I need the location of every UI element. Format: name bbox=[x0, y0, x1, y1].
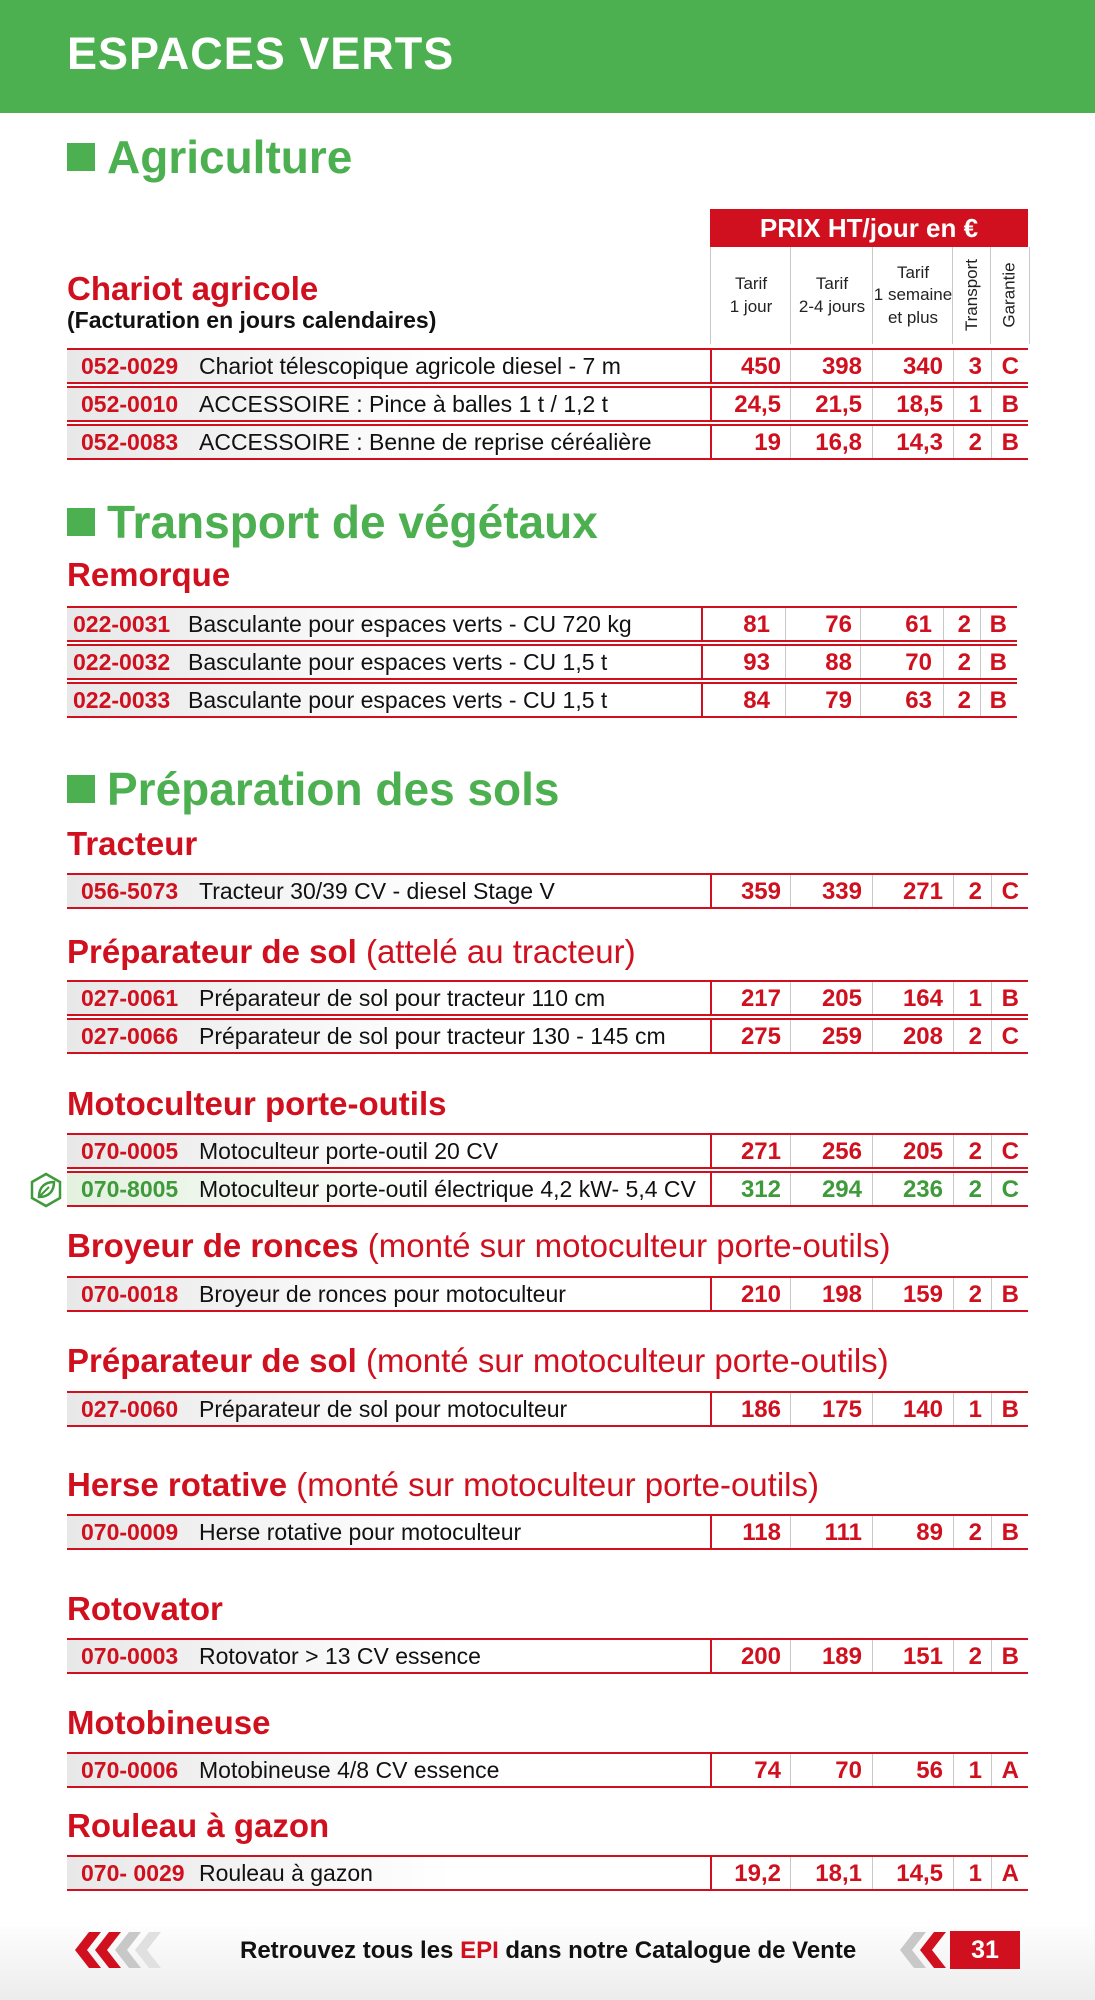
column-separator bbox=[790, 1278, 791, 1310]
column-separator bbox=[701, 646, 703, 678]
item-description: Motoculteur porte-outil 20 CV bbox=[199, 1138, 499, 1164]
column-separator bbox=[860, 608, 861, 640]
item-description: ACCESSOIRE : Benne de reprise céréalière bbox=[199, 429, 652, 455]
price-p3: 70 bbox=[905, 649, 932, 676]
category-motoculteur: Motoculteur porte-outils bbox=[67, 1085, 447, 1122]
item-description: ACCESSOIRE : Pince à balles 1 t / 1,2 t bbox=[199, 391, 609, 417]
column-separator bbox=[872, 426, 873, 458]
item-description: Préparateur de sol pour motoculteur bbox=[199, 1396, 568, 1422]
column-separator bbox=[710, 1173, 712, 1205]
column-separator bbox=[790, 388, 791, 420]
price-p2: 205 bbox=[821, 985, 862, 1012]
column-separator bbox=[991, 1278, 992, 1310]
item-description: Préparateur de sol pour tracteur 110 cm bbox=[199, 985, 606, 1011]
column-separator bbox=[953, 1393, 954, 1425]
column-separator bbox=[953, 1135, 954, 1167]
price-p3: 151 bbox=[902, 1643, 943, 1670]
col-header-2-4days: Tarif 2-4 jours bbox=[790, 247, 873, 344]
price-t: 1 bbox=[968, 1757, 982, 1784]
square-bullet-icon bbox=[67, 143, 95, 171]
price-p1: 118 bbox=[742, 1519, 781, 1546]
column-separator bbox=[872, 388, 873, 420]
price-p1: 200 bbox=[740, 1643, 781, 1670]
column-separator bbox=[991, 1516, 992, 1548]
column-separator bbox=[991, 875, 992, 907]
column-separator bbox=[785, 684, 786, 716]
price-g: A bbox=[1001, 1757, 1019, 1784]
col-header-garantie: Garantie bbox=[990, 247, 1030, 344]
column-separator bbox=[860, 646, 861, 678]
price-p1: 84 bbox=[743, 687, 770, 714]
table-row bbox=[67, 424, 1028, 460]
table-row bbox=[67, 1514, 1028, 1550]
table-row bbox=[67, 1752, 1028, 1788]
table-row bbox=[67, 1133, 1028, 1169]
price-g: B bbox=[1001, 391, 1019, 418]
item-description: Basculante pour espaces verts - CU 1,5 t bbox=[188, 687, 608, 713]
price-g: B bbox=[1001, 1396, 1019, 1423]
price-t: 2 bbox=[968, 1138, 982, 1165]
price-g: B bbox=[989, 649, 1007, 676]
column-separator bbox=[991, 1640, 992, 1672]
price-t: 1 bbox=[968, 391, 982, 418]
column-separator bbox=[943, 646, 944, 678]
column-separator bbox=[980, 684, 981, 716]
price-t: 2 bbox=[957, 649, 971, 676]
price-p1: 359 bbox=[740, 878, 781, 905]
price-g: B bbox=[989, 611, 1007, 638]
item-ref: 022-0032 bbox=[73, 649, 171, 675]
column-separator bbox=[872, 982, 873, 1014]
price-p2: 79 bbox=[825, 687, 852, 714]
header-bar bbox=[0, 0, 1095, 113]
price-t: 2 bbox=[968, 1281, 982, 1308]
table-row bbox=[67, 980, 1028, 1016]
price-p3: 89 bbox=[916, 1519, 943, 1546]
item-description: Broyeur de ronces pour motoculteur bbox=[199, 1281, 566, 1307]
column-separator bbox=[710, 388, 712, 420]
item-description: Motoculteur porte-outil électrique 4,2 kW- 5,4 CV bbox=[199, 1176, 696, 1202]
price-t: 2 bbox=[957, 611, 971, 638]
category-chariot: Chariot agricole bbox=[67, 270, 319, 307]
column-separator bbox=[943, 684, 944, 716]
item-ref: 056-5073 bbox=[81, 878, 179, 904]
price-p1: 271 bbox=[740, 1138, 781, 1165]
price-t: 1 bbox=[968, 985, 982, 1012]
price-g: B bbox=[1001, 985, 1019, 1012]
column-separator bbox=[953, 1754, 954, 1786]
price-g: C bbox=[1001, 353, 1019, 380]
column-separator bbox=[710, 1754, 712, 1786]
price-p1: 19,2 bbox=[734, 1860, 781, 1887]
category-preparateur-attele: Préparateur de sol (attelé au tracteur) bbox=[67, 933, 636, 970]
col-header-1day: Tarif 1 jour bbox=[710, 247, 791, 344]
column-separator bbox=[701, 684, 703, 716]
table-row bbox=[67, 644, 1017, 680]
column-separator bbox=[710, 1516, 712, 1548]
column-separator bbox=[710, 426, 712, 458]
column-separator bbox=[790, 1173, 791, 1205]
column-separator bbox=[710, 875, 712, 907]
column-separator bbox=[991, 1754, 992, 1786]
price-p3: 271 bbox=[902, 878, 943, 905]
table-row bbox=[67, 1171, 1028, 1207]
column-separator bbox=[790, 1393, 791, 1425]
item-description: Rouleau à gazon bbox=[199, 1860, 373, 1886]
price-p1: 19 bbox=[754, 429, 781, 456]
column-separator bbox=[991, 388, 992, 420]
table-row bbox=[67, 1018, 1028, 1054]
chevrons-right-icon bbox=[900, 1932, 952, 1968]
column-separator bbox=[710, 1020, 712, 1052]
price-p2: 21,5 bbox=[815, 391, 862, 418]
footer-text: Retrouvez tous les EPI dans notre Catalogue de Vente bbox=[240, 1937, 857, 1964]
column-separator bbox=[953, 426, 954, 458]
price-p1: 74 bbox=[754, 1757, 781, 1784]
item-ref: 027-0066 bbox=[81, 1023, 179, 1049]
category-broyeur: Broyeur de ronces (monté sur motoculteur porte-outils) bbox=[67, 1227, 891, 1264]
price-p2: 70 bbox=[835, 1757, 862, 1784]
price-t: 2 bbox=[957, 687, 971, 714]
chevrons-left-icon bbox=[75, 1932, 170, 1968]
column-separator bbox=[991, 1135, 992, 1167]
category-rouleau: Rouleau à gazon bbox=[67, 1807, 330, 1844]
column-separator bbox=[991, 1173, 992, 1205]
category-remorque: Remorque bbox=[67, 556, 231, 593]
column-separator bbox=[790, 982, 791, 1014]
column-separator bbox=[872, 1173, 873, 1205]
item-description: Rotovator > 13 CV essence bbox=[199, 1643, 481, 1669]
item-ref: 052-0029 bbox=[81, 353, 179, 379]
column-separator bbox=[860, 684, 861, 716]
category-tracteur: Tracteur bbox=[67, 825, 198, 862]
table-row bbox=[67, 1638, 1028, 1674]
price-p2: 339 bbox=[821, 878, 862, 905]
item-ref: 027-0061 bbox=[81, 985, 179, 1011]
column-separator bbox=[872, 1640, 873, 1672]
item-ref: 022-0031 bbox=[73, 611, 171, 637]
item-ref: 070-0006 bbox=[81, 1757, 179, 1783]
item-ref: 070- 0029 bbox=[81, 1860, 185, 1886]
price-t: 2 bbox=[968, 1023, 982, 1050]
price-t: 3 bbox=[968, 353, 982, 380]
price-p1: 186 bbox=[740, 1396, 781, 1423]
price-g: B bbox=[1001, 1643, 1019, 1670]
column-separator bbox=[872, 1857, 873, 1889]
price-t: 2 bbox=[968, 1643, 982, 1670]
column-separator bbox=[701, 608, 703, 640]
category-rotovator: Rotovator bbox=[67, 1590, 223, 1627]
price-p3: 14,5 bbox=[896, 1860, 943, 1887]
item-ref: 027-0060 bbox=[81, 1396, 179, 1422]
section-title-text: Préparation des sols bbox=[107, 763, 560, 815]
price-p2: 76 bbox=[825, 611, 852, 638]
section-title-text: Transport de végétaux bbox=[107, 496, 598, 548]
price-p3: 208 bbox=[902, 1023, 943, 1050]
column-separator bbox=[785, 646, 786, 678]
price-p3: 63 bbox=[905, 687, 932, 714]
price-p3: 159 bbox=[902, 1281, 943, 1308]
price-p1: 210 bbox=[740, 1281, 781, 1308]
column-separator bbox=[980, 608, 981, 640]
price-t: 2 bbox=[968, 429, 982, 456]
column-separator bbox=[710, 350, 712, 382]
item-ref: 070-8005 bbox=[81, 1176, 179, 1202]
column-separator bbox=[785, 608, 786, 640]
column-separator bbox=[710, 982, 712, 1014]
item-description: Tracteur 30/39 CV - diesel Stage V bbox=[199, 878, 555, 904]
column-separator bbox=[953, 1516, 954, 1548]
section-transport-vegetaux bbox=[67, 495, 598, 549]
table-row bbox=[67, 1855, 1028, 1891]
item-ref: 070-0009 bbox=[81, 1519, 179, 1545]
page-number: 31 bbox=[950, 1931, 1020, 1969]
price-p2: 88 bbox=[825, 649, 852, 676]
item-ref: 070-0005 bbox=[81, 1138, 179, 1164]
price-g: B bbox=[989, 687, 1007, 714]
price-t: 2 bbox=[968, 1519, 982, 1546]
column-separator bbox=[953, 1173, 954, 1205]
column-separator bbox=[872, 1393, 873, 1425]
column-separator bbox=[872, 875, 873, 907]
column-separator bbox=[953, 1278, 954, 1310]
price-p2: 189 bbox=[821, 1643, 862, 1670]
category-herse: Herse rotative (monté sur motoculteur porte-outils) bbox=[67, 1466, 819, 1503]
price-t: 1 bbox=[968, 1860, 982, 1887]
price-g: A bbox=[1001, 1860, 1019, 1887]
column-separator bbox=[790, 875, 791, 907]
price-t: 2 bbox=[968, 878, 982, 905]
price-p3: 18,5 bbox=[896, 391, 943, 418]
price-p3: 205 bbox=[902, 1138, 943, 1165]
column-separator bbox=[991, 350, 992, 382]
price-p1: 275 bbox=[740, 1023, 781, 1050]
price-p2: 398 bbox=[821, 353, 862, 380]
item-ref: 070-0018 bbox=[81, 1281, 179, 1307]
price-p3: 56 bbox=[916, 1757, 943, 1784]
column-separator bbox=[953, 350, 954, 382]
item-description: Préparateur de sol pour tracteur 130 - 145 cm bbox=[199, 1023, 666, 1049]
column-separator bbox=[790, 1516, 791, 1548]
price-p2: 18,1 bbox=[815, 1860, 862, 1887]
section-title-text: Agriculture bbox=[107, 131, 353, 183]
category-motobineuse: Motobineuse bbox=[67, 1704, 271, 1741]
category-preparateur-monte: Préparateur de sol (monté sur motoculteur porte-outils) bbox=[67, 1342, 889, 1379]
price-p3: 14,3 bbox=[896, 429, 943, 456]
column-separator bbox=[710, 1393, 712, 1425]
price-p2: 198 bbox=[821, 1281, 862, 1308]
eco-leaf-icon bbox=[28, 1172, 64, 1208]
price-p1: 217 bbox=[740, 985, 781, 1012]
col-header-transport: Transport bbox=[952, 247, 991, 344]
column-separator bbox=[710, 1857, 712, 1889]
column-separator bbox=[872, 1020, 873, 1052]
square-bullet-icon bbox=[67, 508, 95, 536]
price-p1: 312 bbox=[740, 1176, 781, 1203]
column-separator bbox=[872, 1754, 873, 1786]
table-row bbox=[67, 682, 1017, 718]
col-header-week: Tarif 1 semaine et plus bbox=[872, 247, 953, 344]
column-separator bbox=[980, 646, 981, 678]
price-p1: 450 bbox=[740, 353, 781, 380]
item-description: Chariot télescopique agricole diesel - 7 m bbox=[199, 353, 621, 379]
price-p3: 140 bbox=[902, 1396, 943, 1423]
price-p2: 175 bbox=[821, 1396, 862, 1423]
column-separator bbox=[790, 350, 791, 382]
price-p3: 164 bbox=[902, 985, 943, 1012]
column-separator bbox=[991, 1393, 992, 1425]
column-separator bbox=[991, 1857, 992, 1889]
table-row bbox=[67, 873, 1028, 909]
item-description: Motobineuse 4/8 CV essence bbox=[199, 1757, 500, 1783]
price-g: B bbox=[1001, 1281, 1019, 1308]
price-p1: 81 bbox=[743, 611, 770, 638]
column-separator bbox=[710, 1278, 712, 1310]
item-ref: 070-0003 bbox=[81, 1643, 179, 1669]
price-t: 1 bbox=[968, 1396, 982, 1423]
item-description: Basculante pour espaces verts - CU 720 kg bbox=[188, 611, 632, 637]
column-separator bbox=[953, 1857, 954, 1889]
price-p3: 340 bbox=[902, 353, 943, 380]
column-separator bbox=[710, 1640, 712, 1672]
table-row bbox=[67, 606, 1017, 642]
column-separator bbox=[790, 1640, 791, 1672]
square-bullet-icon bbox=[67, 775, 95, 803]
table-row bbox=[67, 386, 1028, 422]
column-separator bbox=[953, 875, 954, 907]
column-separator bbox=[790, 1754, 791, 1786]
category-chariot-note: (Facturation en jours calendaires) bbox=[67, 307, 437, 333]
page-title: ESPACES VERTS bbox=[67, 28, 455, 79]
column-separator bbox=[710, 1135, 712, 1167]
table-row bbox=[67, 1276, 1028, 1312]
item-ref: 052-0083 bbox=[81, 429, 179, 455]
item-ref: 022-0033 bbox=[73, 687, 171, 713]
price-p2: 259 bbox=[821, 1023, 862, 1050]
item-description: Herse rotative pour motoculteur bbox=[199, 1519, 522, 1545]
price-p1: 24,5 bbox=[734, 391, 781, 418]
column-separator bbox=[953, 1640, 954, 1672]
column-separator bbox=[991, 1020, 992, 1052]
price-t: 2 bbox=[968, 1176, 982, 1203]
column-separator bbox=[953, 1020, 954, 1052]
price-p3: 236 bbox=[902, 1176, 943, 1203]
price-p2: 294 bbox=[821, 1176, 862, 1203]
column-separator bbox=[953, 388, 954, 420]
price-g: C bbox=[1001, 1176, 1019, 1203]
column-separator bbox=[991, 982, 992, 1014]
column-separator bbox=[872, 1135, 873, 1167]
price-g: C bbox=[1001, 1023, 1019, 1050]
price-g: C bbox=[1001, 1138, 1019, 1165]
table-row bbox=[67, 1391, 1028, 1427]
column-separator bbox=[953, 982, 954, 1014]
column-separator bbox=[943, 608, 944, 640]
item-description: Basculante pour espaces verts - CU 1,5 t bbox=[188, 649, 608, 675]
price-g: B bbox=[1001, 1519, 1019, 1546]
item-ref: 052-0010 bbox=[81, 391, 179, 417]
price-p2: 111 bbox=[824, 1519, 862, 1546]
column-separator bbox=[872, 1516, 873, 1548]
column-separator bbox=[872, 1278, 873, 1310]
column-separator bbox=[790, 1857, 791, 1889]
price-g: B bbox=[1001, 429, 1019, 456]
column-separator bbox=[991, 426, 992, 458]
price-p3: 61 bbox=[905, 611, 932, 638]
column-separator bbox=[872, 350, 873, 382]
table-row bbox=[67, 348, 1028, 384]
price-p2: 16,8 bbox=[815, 429, 862, 456]
price-g: C bbox=[1001, 878, 1019, 905]
price-p2: 256 bbox=[821, 1138, 862, 1165]
section-agriculture bbox=[67, 130, 352, 184]
price-header: PRIX HT/jour en € bbox=[710, 209, 1028, 247]
column-separator bbox=[790, 1135, 791, 1167]
column-separator bbox=[790, 1020, 791, 1052]
section-preparation-sols bbox=[67, 762, 560, 816]
price-p1: 93 bbox=[743, 649, 770, 676]
column-separator bbox=[790, 426, 791, 458]
